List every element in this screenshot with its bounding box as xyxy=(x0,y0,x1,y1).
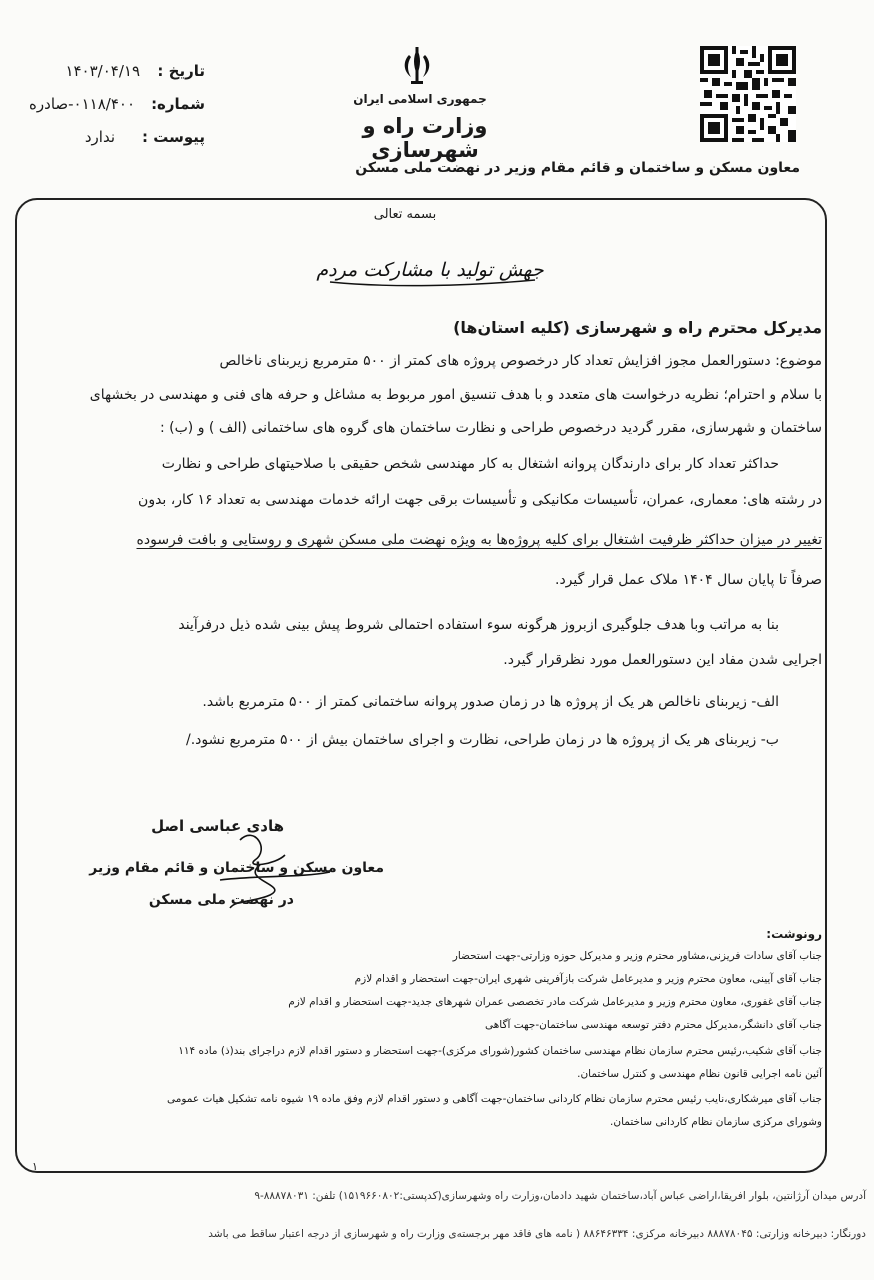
condition-be: ب- زیربنای هر یک از پروژه ها در زمان طراحی، نظارت و اجرای ساختمان بیش از ۵۰۰ مترمربع نشود./ xyxy=(186,732,779,748)
body-line-3: حداکثر تعداد کار برای دارندگان پروانه اشتغال به کار مهندسی شخص حقیقی با صلاحیتهای طراحی و نظارت xyxy=(161,456,779,472)
body-line-1: با سلام و احترام؛ نظریه درخواست های متعدد و با هدف تنسیق امور مربوط به مشاغل و حرفه های فنی و مهندسی در بخشهای xyxy=(89,387,822,403)
subject-line: موضوع: دستورالعمل مجوز افزایش تعداد کار درخصوص پروژه های کمتر از ۵۰۰ مترمربع زیربنای ناخالص xyxy=(219,353,822,369)
number-label: شماره: xyxy=(151,95,205,113)
cc-item: وشورای مرکزی سازمان نظام کاردانی ساختمان. xyxy=(610,1116,822,1128)
date-label: تاریخ : xyxy=(157,62,205,80)
cc-item: جناب آقای دانشگر،مدیرکل محترم دفتر توسعه مهندسی ساختمان-جهت آگاهی xyxy=(485,1019,822,1031)
slogan-text: جهش تولید با مشارکت مردم xyxy=(316,259,544,281)
page-number: ۱ xyxy=(32,1160,38,1173)
cc-item: جناب آقای میرشکاری،نایب رئیس محترم سازمان نظام کاردانی ساختمان-جهت آگاهی و دستور اقدام لازم وفق ماده ۱۹ شیوه نامه تشکیل هیات عمومی xyxy=(166,1093,822,1105)
cc-item: جناب آقای شکیب،رئیس محترم سازمان نظام مهندسی ساختمان کشور(شورای مرکزی)-جهت استحضار و دستور اقدام لازم دراجرای بند(ذ) ماده ۱۱۴ xyxy=(178,1045,822,1057)
body-line-7: بنا به مراتب وبا هدف جلوگیری ازبروز هرگونه سوء استفاده احتمالی شروط پیش بینی شده ذیل درفرآیند xyxy=(178,617,779,633)
signatory-title-2: در نهضت ملی مسکن xyxy=(148,892,294,908)
iran-emblem-icon xyxy=(395,45,439,89)
deputy-title: معاون مسکن و ساختمان و قائم مقام وزیر در نهضت ملی مسکن xyxy=(355,160,800,176)
cc-heading: رونوشت: xyxy=(766,927,822,941)
ministry-name: وزارت راه و شهرسازی xyxy=(362,114,488,162)
signatory-title-1: معاون مسکن و ساختمان و قائم مقام وزیر xyxy=(89,860,384,876)
recipient: مدیرکل محترم راه و شهرسازی (کلیه استان‌ها) xyxy=(453,318,822,337)
body-line-4: در رشته های: معماری، عمران، تأسیسات مکانیکی و تأسیسات برقی جهت ارائه خدمات مهندسی به تعداد ۱۶ کار، بدون xyxy=(138,492,822,508)
date-value: ۱۴۰۳/۰۴/۱۹ xyxy=(65,62,140,80)
slogan-calligraphy xyxy=(300,250,560,290)
signatory-name: هادی عباسی اصل xyxy=(151,817,284,835)
cc-item: جناب آقای سادات فریزنی،مشاور محترم وزیر و مدیرکل حوزه وزارتی-جهت استحضار xyxy=(452,950,822,962)
body-line-6: صرفاً تا پایان سال ۱۴۰۴ ملاک عمل قرار گیرد. xyxy=(555,572,822,588)
cc-item: آئین نامه اجرایی قانون نظام مهندسی و کنترل ساختمان. xyxy=(577,1068,822,1080)
attachment-value: ندارد xyxy=(84,128,115,146)
cc-item: جناب آقای غفوری، معاون محترم وزیر و مدیرعامل شرکت مادر تخصصی عمران شهرهای جدید-جهت استحضار و اقدام لازم xyxy=(288,996,822,1008)
attachment-label: پیوست : xyxy=(141,128,205,146)
body-line-2: ساختمان و شهرسازی، مقرر گردید درخصوص طراحی و نظارت ساختمان های گروه های ساختمانی (الف ) و (ب) : xyxy=(160,420,822,436)
body-line-8: اجرایی شدن مفاد این دستورالعمل مورد نظرقرار گیرد. xyxy=(503,652,822,668)
qr-code-icon xyxy=(700,46,796,142)
condition-alef: الف- زیربنای ناخالص هر یک از پروژه ها در زمان صدور پروانه ساختمانی کمتر از ۵۰۰ مترمربع باشد. xyxy=(202,694,779,710)
government-name: جمهوری اسلامی ایران xyxy=(353,92,487,106)
number-value: ۰۱۱۸/۴۰۰-صادره xyxy=(29,95,135,113)
footer-address: آدرس میدان آرژانتین، بلوار افریقا،اراضی عباس آباد،ساختمان شهید دادمان،وزارت راه وشهرسازی(کدپستی:۱۵۱۹۶۶۰۸۰۲) تلفن: ۸۸۸۷۸۰۳۱-۹ xyxy=(254,1190,866,1202)
body-line-5: تغییر در میزان حداکثر ظرفیت اشتغال برای کلیه پروژه‌ها به ویژه نهضت ملی مسکن شهری و روستایی و بافت فرسوده xyxy=(136,532,822,548)
cc-item: جناب آقای آیینی، معاون محترم وزیر و مدیرعامل شرکت بازآفرینی شهری ایران-جهت استحضار و اقدام لازم xyxy=(354,973,822,985)
bismillah: بسمه تعالی xyxy=(373,207,437,222)
footer-fax: دورنگار: دبیرخانه وزارتی: ۸۸۸۷۸۰۴۵ دبیرخانه مرکزی: ۸۸۶۴۶۳۳۴ ( نامه های فاقد مهر برجسته‌ی وزارت راه و شهرسازی از درجه اعتبار ساقط می باشد xyxy=(208,1228,866,1240)
